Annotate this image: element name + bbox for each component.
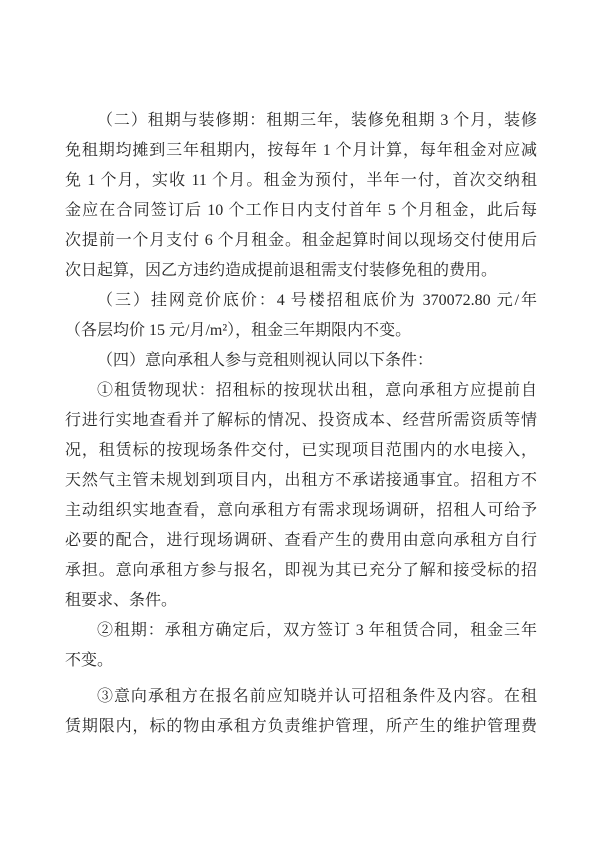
doc-line-1: （二）租期与装修期：租期三年，装修免租期 3 个月，装修 — [97, 112, 537, 129]
doc-line-19: 不变。 — [65, 652, 114, 669]
doc-line-3: 免 1 个月，实收 11 个月。租金为预付，半年一付，首次交纳租 — [65, 172, 537, 189]
doc-line-20: ③意向承租方在报名前应知晓并认可招租条件及内容。在租 — [97, 688, 537, 705]
doc-line-14: 主动组织实地查看，意向承租方有需求现场调研，招租人可给予 — [65, 502, 537, 519]
doc-line-7: （三）挂网竞价底价：4 号楼招租底价为 370072.80 元/年 — [97, 292, 537, 309]
doc-line-9: （四）意向承租人参与竞租则视认同以下条件： — [97, 352, 434, 369]
document-text-block — [65, 106, 537, 742]
doc-line-16: 承担。意向承租方参与报名，即视为其已充分了解和接受标的招 — [65, 562, 537, 579]
doc-line-5: 次提前一个月支付 6 个月租金。租金起算时间以现场交付使用后 — [65, 232, 537, 249]
doc-line-15: 必要的配合，进行现场调研、查看产生的费用由意向承租方自行 — [65, 532, 537, 549]
doc-line-18: ②租期：承租方确定后，双方签订 3 年租赁合同，租金三年 — [97, 622, 537, 639]
doc-line-4: 金应在合同签订后 10 个工作日内支付首年 5 个月租金，此后每 — [65, 202, 537, 219]
doc-line-6: 次日起算，因乙方违约造成提前退租需支付装修免租的费用。 — [65, 262, 498, 279]
doc-line-17: 租要求、条件。 — [65, 592, 178, 609]
doc-line-21: 赁期限内，标的物由承租方负责维护管理，所产生的维护管理费 — [65, 718, 537, 735]
doc-line-8: （各层均价 15 元/月/m²），租金三年期限内不变。 — [65, 322, 412, 339]
doc-line-11: 行进行实地查看并了解标的情况、投资成本、经营所需资质等情 — [65, 412, 537, 429]
doc-line-10: ①租赁物现状：招租标的按现状出租，意向承租方应提前自 — [97, 382, 537, 399]
doc-line-12: 况，租赁标的按现场条件交付，已实现项目范围内的水电接入， — [65, 442, 537, 459]
doc-line-2: 免租期均摊到三年租期内，按每年 1 个月计算，每年租金对应减 — [65, 142, 537, 159]
doc-line-13: 天然气主管未规划到项目内，出租方不承诺接通事宜。招租方不 — [65, 472, 537, 489]
